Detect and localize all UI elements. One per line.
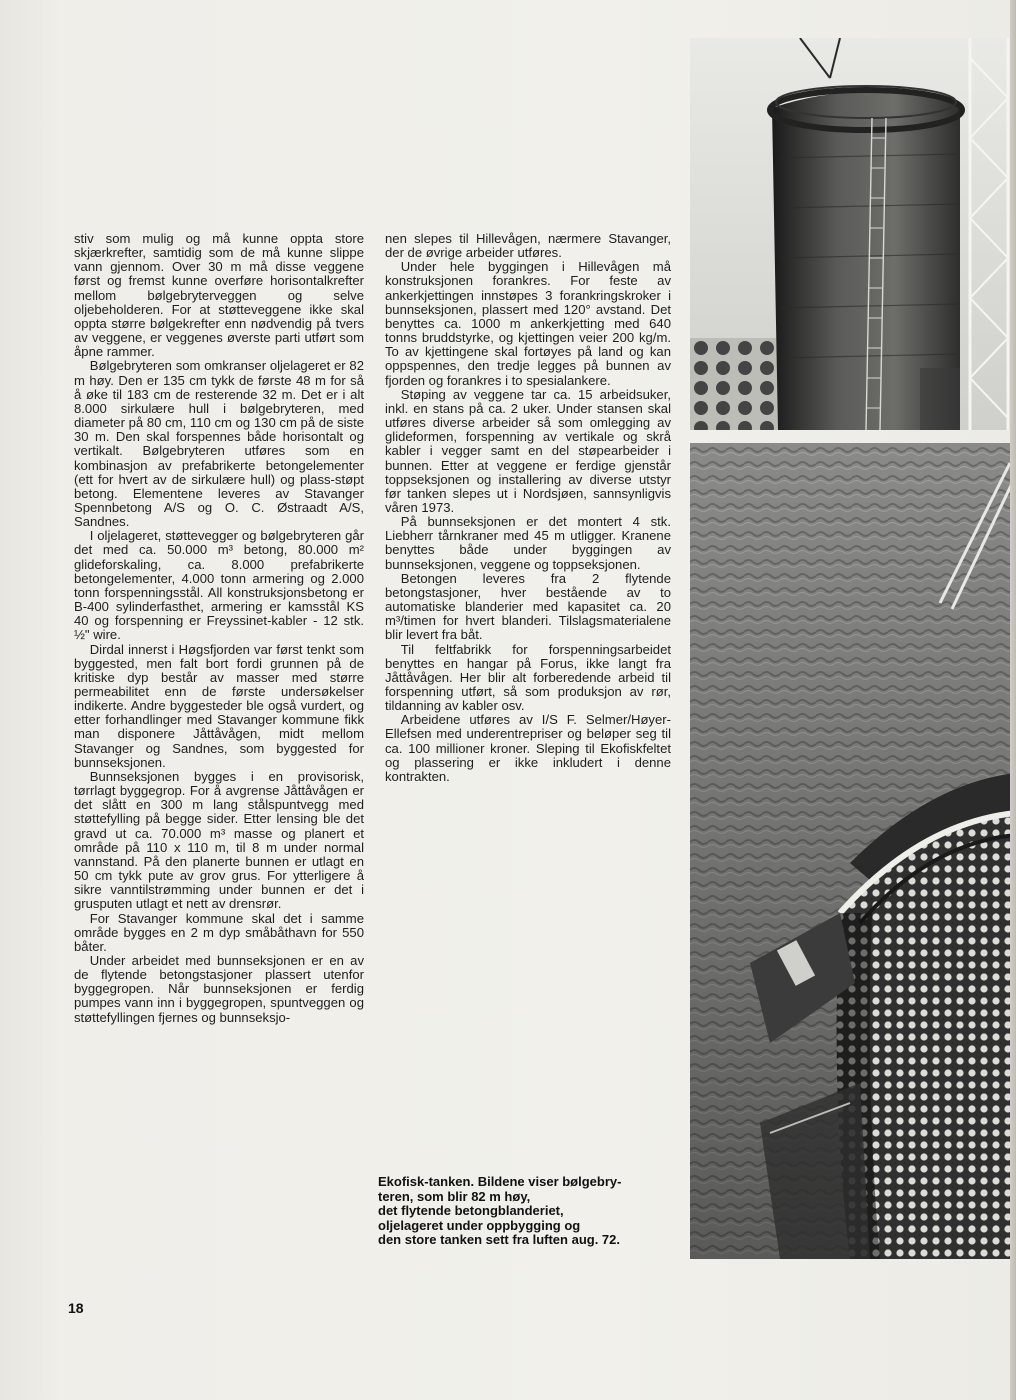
paragraph: Under hele byggingen i Hillevågen må konstruksjonen forankres. For feste av ankerkjettingen innstøpes 3 forankringskroker i bunnseksjonen, plassert med 120° avstand. Det benyttes ca. 1000 m ankerkjetting med 640 tonns bruddstyrke, og kjettingen veier 200 kg/m. To av kjettingene skal fortøyes på land og kan oppspennes, den tredje legges på bunnen av fjorden og forankres i to spesialankere.	[385, 259, 671, 388]
paragraph: Betongen leveres fra 2 flytende betongstasjoner, hver bestående av to automatiske blanderier med kapasitet ca. 20 m³/timen for hvert blanderi. Tilslagsmaterialene blir levert fra båt.	[385, 570, 671, 643]
text-column-middle	[385, 232, 671, 784]
caption-line: teren, som blir 82 m høy,	[378, 1188, 531, 1204]
caption-line: det flytende betongblanderiet,	[378, 1203, 564, 1219]
page-number: 18	[68, 1300, 84, 1316]
text-column-left	[74, 232, 364, 1025]
caption-line: Ekofisk-tanken. Bildene viser bølgebry-	[378, 1174, 622, 1189]
paragraph: På bunnseksjonen er det montert 4 stk. Liebherr tårnkraner med 45 m utligger. Kranene benyttes både under byggingen av bunnseksjonen, veggene og toppseksjonen.	[385, 514, 671, 572]
paragraph: Bunnseksjonen bygges i en provisorisk, tørrlagt byggegrop. For å avgrense Jåttåvågen er det slått en 300 m lang stålspuntvegg med støttefylling på begge sider. Etter lensing ble det gravd ut ca. 70.000 m³ masse og planert et område på 110 x 110 m, til 8 m under normal vannstand. På den planerte bunnen er utlagt en 50 cm tykk pute av grov grus. For ytterligere å sikre vanntilstrømming under bunnen er det i grusputen utlagt et nett av drensrør.	[74, 768, 364, 912]
paragraph: Under arbeidet med bunnseksjonen er en av de flytende betongstasjoner plassert utenfor byggegropen. Når bunnseksjonen er ferdig pumpes vann inn i byggegropen, spuntveggen og støttefyllingen fjernes og bunnseksjo-	[74, 952, 364, 1025]
paragraph: Til feltfabrikk for forspenningsarbeidet benyttes en hangar på Forus, ikke langt fra Jåttåvågen. Her blir alt forberedende arbeid til forspenning utført, så som produksjon av rør, tildanning av kabler osv.	[385, 641, 671, 714]
paragraph: Bølgebryteren som omkranser oljelageret er 82 m høy. Den er 135 cm tykk de første 48 m for så å øke til 183 cm de resterende 32 m. Det er i alt 8.000 sirkulære hull i bølgebryteren, med diameter på 80 cm, 110 cm og 130 cm på de siste 30 m. Den skal forspennes både horisontalt og vertikalt. Bølgebryteren utføres som en kombinasjon av prefabrikerte betongelementer (ett for hvert av de sirkulære hull) og plass-støpt betong. Elementene leveres av Stavanger Spennbetong A/S og O. C. Østraadt A/S, Sandnes.	[74, 358, 364, 530]
top-photo	[690, 38, 1016, 430]
caption-line: oljelageret under oppbygging og	[378, 1217, 581, 1233]
photo-caption	[378, 1175, 678, 1248]
paragraph: Dirdal innerst i Høgsfjorden var først tenkt som byggested, men falt bort fordi grunnen på de kritiske dyp består av masser med større permeabilitet enn de første undersøkelser indikerte. Andre byggesteder ble også vurdert, og etter forhandlinger med Stavanger kommune fikk man disponere Jåttåvågen, midt mellom Stavanger og Sandnes, som byggested for bunnseksjonen.	[74, 641, 364, 770]
paragraph: I oljelageret, støttevegger og bølgebryteren går det med ca. 50.000 m³ betong, 80.000 m² glideforskaling, ca. 8.000 prefabrikerte betongelementer, 4.000 tonn armering og 2.000 tonn forspenningsstål. All konstruksjonsbetong er B-400 sylinderfasthet, armering er kamsstål KS 40 og forspenning er Freyssinet-kabler - 12 stk. ½" wire.	[74, 528, 364, 643]
paragraph: nen slepes til Hillevågen, nærmere Stavanger, der de øvrige arbeider utføres.	[385, 231, 671, 261]
paragraph: For Stavanger kommune skal det i samme område bygges en 2 m dyp småbåthavn for 550 båter.	[74, 910, 364, 954]
paragraph: Arbeidene utføres av I/S F. Selmer/Høyer-Ellefsen med underentrepriser og beløper seg til ca. 100 millioner kroner. Sleping til Ekofiskfeltet og plassering er ikke inkludert i denne kontrakten.	[385, 712, 671, 784]
bottom-photo	[690, 443, 1016, 1259]
paragraph: stiv som mulig og må kunne oppta store skjærkrefter, samtidig som de må kunne slippe vann gjennom. Over 30 m må disse veggene først og fremst kunne overføre horisontalkrefter mellom bølgebryterveggen og selve oljebeholderen. For at støtteveggene ikke skal oppta større bølgekrefter enn nødvendig på tvers av veggene, er veggenes øverste parti utført som åpne rammer.	[74, 231, 364, 360]
caption-line: den store tanken sett fra luften aug. 72.	[378, 1232, 620, 1248]
page-edge	[1010, 0, 1016, 1400]
paragraph: Støping av veggene tar ca. 15 arbeidsuker, inkl. en stans på ca. 2 uker. Under stansen skal utføres diverse arbeider så som omlegging av glideformen, forspenning av vertikale og skrå kabler i vegger samt en del støpearbeider i bunnen. Etter at veggene er ferdige gjenstår toppseksjonen og installering av diverse utstyr før tanken slepes ut i Nordsjøen, sannsynligvis våren 1973.	[385, 386, 671, 515]
